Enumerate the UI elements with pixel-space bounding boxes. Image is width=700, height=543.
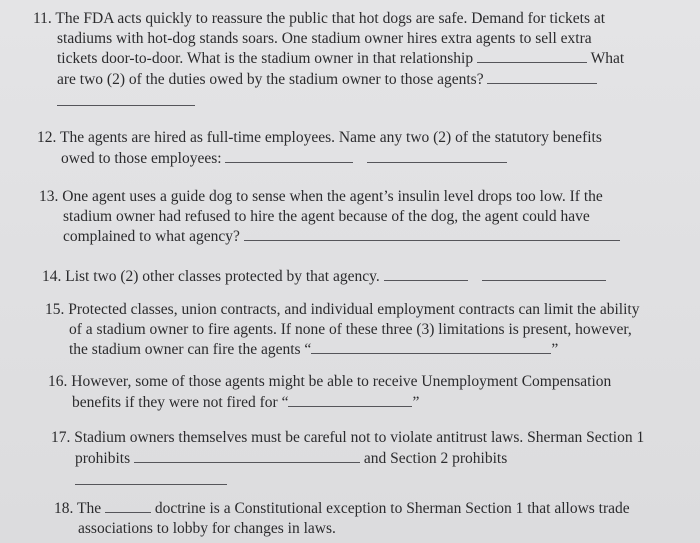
question-11-line-2: stadiums with hot-dog stands soars. One stadium owner hires extra agents to sell extra	[57, 29, 592, 47]
question-number: 14.	[42, 268, 62, 285]
question-number: 12.	[37, 129, 57, 146]
question-11-line-3	[33, 48, 624, 69]
question-number: 18.	[54, 500, 74, 517]
question-text: are two (2) of the duties owed by the stadium owner to those agents?	[57, 70, 484, 88]
question-number: 13.	[39, 188, 59, 205]
answer-blank[interactable]	[311, 339, 551, 354]
question-text: and Section 2 prohibits	[363, 449, 508, 467]
answer-blank[interactable]	[105, 498, 151, 513]
question-text: ”	[551, 341, 559, 358]
question-number: 16.	[48, 373, 68, 390]
question-12	[37, 128, 602, 168]
question-text: However, some of those agents might be able to receive Unemployment Compensation	[71, 373, 612, 390]
question-13	[39, 187, 620, 247]
question-text: complained to what agency?	[63, 228, 240, 245]
question-number: 15.	[45, 301, 65, 318]
question-text: What	[590, 50, 625, 67]
question-text: prohibits	[75, 449, 131, 467]
question-11	[33, 9, 624, 112]
question-text: ”	[412, 393, 420, 411]
question-text: List two (2) other classes protected by that agency.	[65, 268, 380, 285]
question-text: doctrine is a Constitutional exception to Sherman Section 1 that allows trade	[154, 500, 630, 517]
question-17	[51, 428, 644, 491]
question-text: The	[76, 500, 102, 517]
answer-blank[interactable]	[57, 91, 195, 106]
answer-blank[interactable]	[75, 470, 227, 485]
answer-blank[interactable]	[482, 266, 606, 281]
question-text: the stadium owner can fire the agents “	[69, 341, 312, 358]
question-text: The agents are hired as full-time employees. Name any two (2) of the statutory benefits	[59, 129, 602, 146]
question-18	[54, 498, 630, 538]
answer-blank[interactable]	[367, 148, 507, 163]
answer-blank[interactable]	[487, 69, 597, 84]
question-text: of a stadium owner to fire agents. If none of these three (3) limitations is present, however,	[69, 320, 632, 338]
answer-blank[interactable]	[225, 148, 353, 163]
answer-blank[interactable]	[288, 392, 412, 407]
question-text: benefits if they were not fired for “	[72, 393, 289, 411]
question-11-line-5	[33, 91, 624, 112]
answer-blank[interactable]	[384, 266, 468, 281]
question-text: Protected classes, union contracts, and individual employment contracts can limit the ability	[68, 301, 640, 318]
question-text: Stadium owners themselves must be careful not to violate antitrust laws. Sherman Section 1	[74, 429, 645, 446]
answer-blank[interactable]	[477, 48, 587, 63]
answer-blank[interactable]	[244, 226, 620, 241]
question-text: The FDA acts quickly to reassure the public that hot dogs are safe. Demand for tickets at	[55, 10, 606, 27]
question-11-line-4	[33, 69, 624, 90]
question-text: One agent uses a guide dog to sense when the agent’s insulin level drops too low. If the	[62, 188, 603, 205]
answer-blank[interactable]	[134, 448, 360, 463]
question-number: 17.	[51, 429, 71, 446]
question-text: stadium owner had refused to hire the agent because of the dog, the agent could have	[63, 207, 590, 225]
question-16	[48, 372, 611, 412]
question-text: owed to those employees:	[61, 149, 222, 167]
question-text: associations to lobby for changes in laws.	[78, 519, 336, 537]
question-15	[45, 300, 639, 360]
question-text: tickets door-to-door. What is the stadium owner in that relationship	[57, 50, 474, 67]
question-number: 11.	[33, 10, 52, 27]
question-14	[42, 266, 606, 287]
question-11-line-1	[33, 9, 624, 29]
